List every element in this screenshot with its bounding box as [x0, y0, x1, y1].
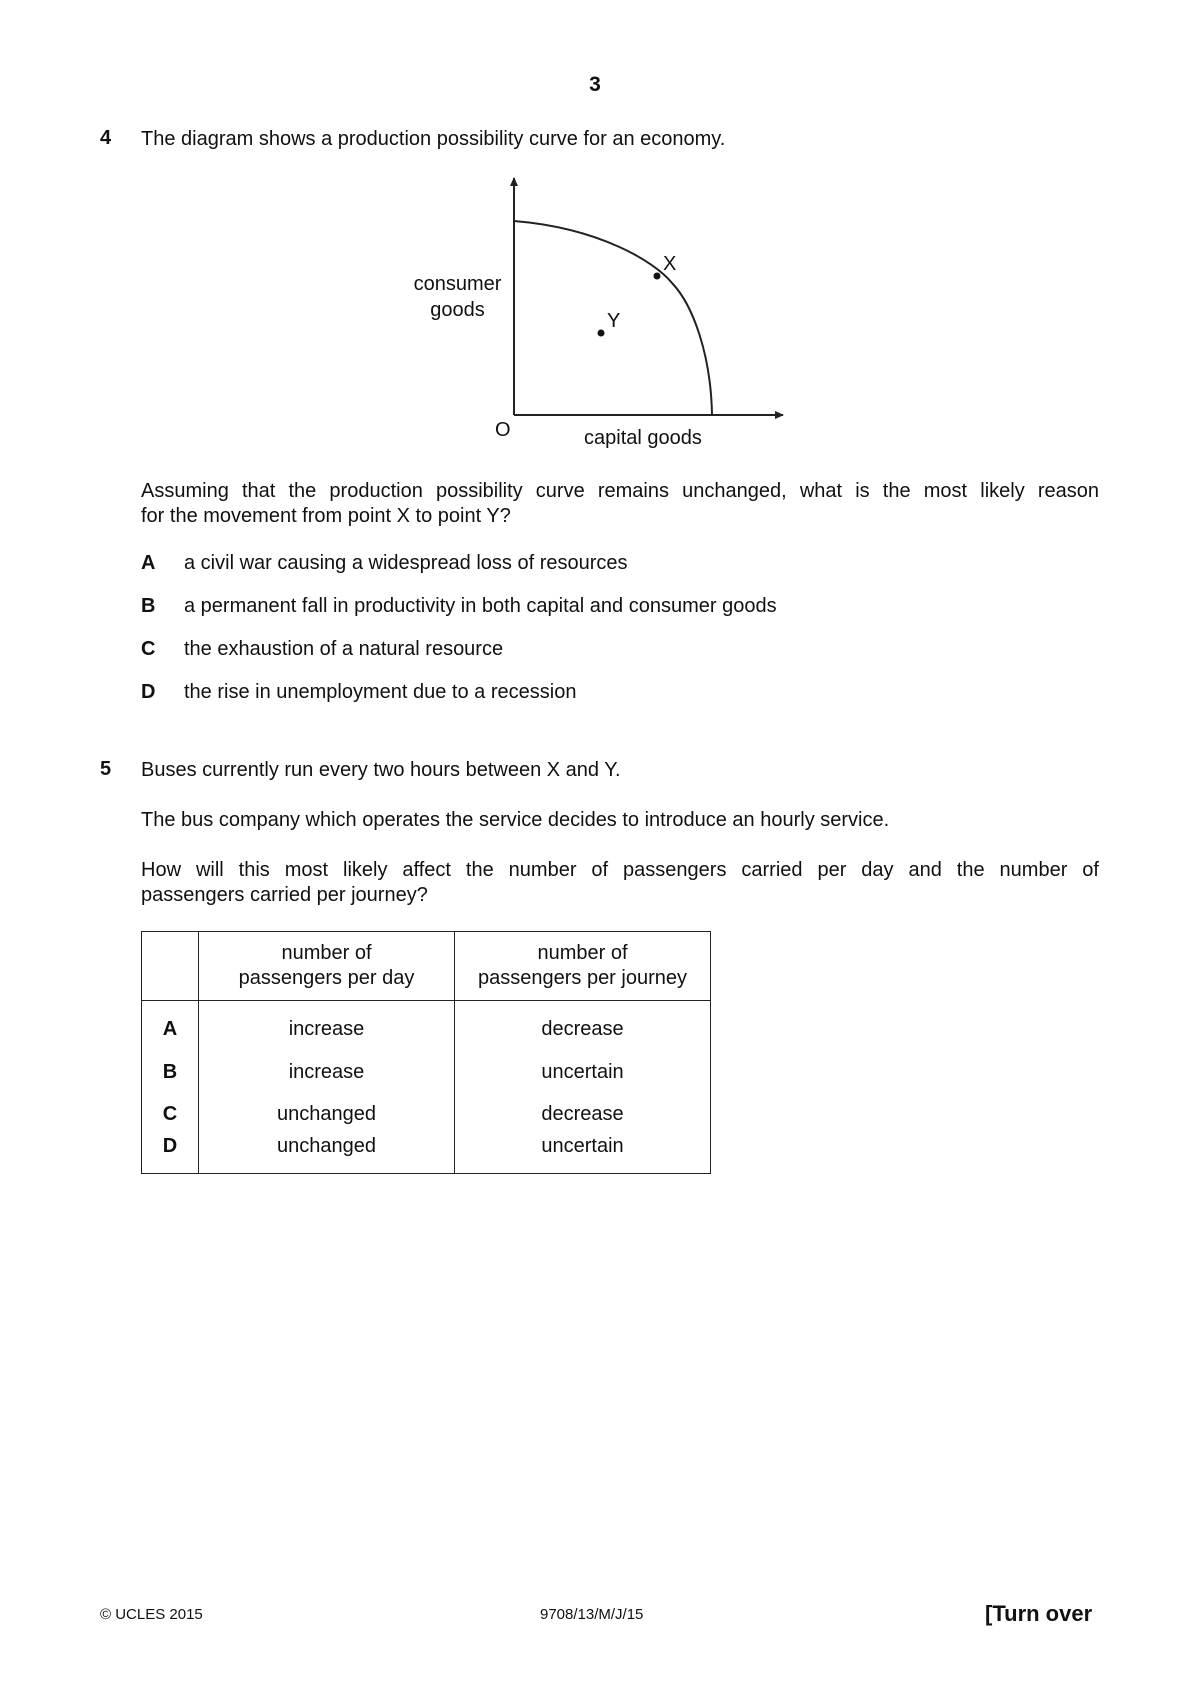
q4-option-b-letter: B	[141, 595, 156, 617]
table-row	[142, 1093, 711, 1135]
header1-line2: passengers per day	[238, 967, 415, 989]
header1-line1: number of	[281, 942, 372, 964]
row-b-per-day: increase	[199, 1051, 455, 1093]
point-y-label: Y	[607, 310, 621, 332]
row-c-letter: C	[142, 1093, 199, 1135]
question-4-intro: The diagram shows a production possibility curve for an economy.	[141, 128, 726, 150]
row-c-per-journey: decrease	[455, 1093, 711, 1135]
footer-copyright: © UCLES 2015	[100, 1606, 203, 1623]
row-b-per-journey: uncertain	[455, 1051, 711, 1093]
x-axis-label: capital goods	[584, 427, 702, 449]
header2-line1: number of	[537, 942, 628, 964]
point-x	[654, 273, 661, 280]
table-row	[142, 1135, 711, 1174]
footer-turn-over: [Turn over	[985, 1601, 1093, 1626]
row-a-per-day: increase	[199, 1001, 455, 1052]
page-number: 3	[589, 73, 601, 96]
q4-option-d-text: the rise in unemployment due to a recession	[184, 681, 577, 703]
table-header-blank	[142, 932, 199, 1001]
q4-option-b-text: a permanent fall in productivity in both capital and consumer goods	[184, 595, 777, 617]
row-a-per-journey: decrease	[455, 1001, 711, 1052]
answer-table	[141, 931, 711, 1174]
question-4-line1: Assuming that the production possibility curve remains unchanged, what is the most likely reason	[141, 480, 1099, 502]
q4-option-d-letter: D	[141, 681, 156, 703]
question-4-line2: for the movement from point X to point Y?	[141, 505, 511, 527]
table-header-passengers-per-day	[199, 932, 455, 1001]
point-y	[598, 330, 605, 337]
row-d-per-journey: uncertain	[455, 1135, 711, 1174]
question-5-line2: The bus company which operates the service decides to introduce an hourly service.	[141, 809, 890, 831]
row-c-per-day: unchanged	[199, 1093, 455, 1135]
row-b-letter: B	[142, 1051, 199, 1093]
row-a-letter: A	[142, 1001, 199, 1052]
table-header-row	[142, 932, 711, 1001]
origin-label: O	[495, 419, 511, 441]
table-row	[142, 1001, 711, 1052]
q4-option-c-letter: C	[141, 638, 156, 660]
row-d-letter: D	[142, 1135, 199, 1174]
table-header-passengers-per-journey	[455, 932, 711, 1001]
footer-paper-code: 9708/13/M/J/15	[540, 1606, 644, 1623]
question-5-question-line2: passengers carried per journey?	[141, 884, 428, 906]
y-axis-label-line1: consumer	[413, 273, 502, 295]
question-5-number: 5	[100, 758, 112, 780]
row-d-per-day: unchanged	[199, 1135, 455, 1174]
q4-option-a-letter: A	[141, 552, 156, 574]
ppc-diagram	[0, 0, 1190, 470]
q4-option-a-text: a civil war causing a widespread loss of resources	[184, 552, 628, 574]
q4-option-c-text: the exhaustion of a natural resource	[184, 638, 504, 660]
y-axis-label-line2: goods	[430, 299, 485, 321]
question-4-number: 4	[100, 127, 112, 149]
question-5-question-line1: How will this most likely affect the number of passengers carried per day and the number of	[141, 859, 1099, 881]
point-x-label: X	[663, 253, 677, 275]
header2-line2: passengers per journey	[477, 967, 687, 989]
question-5-line1: Buses currently run every two hours between X and Y.	[141, 759, 621, 781]
table-row	[142, 1051, 711, 1093]
